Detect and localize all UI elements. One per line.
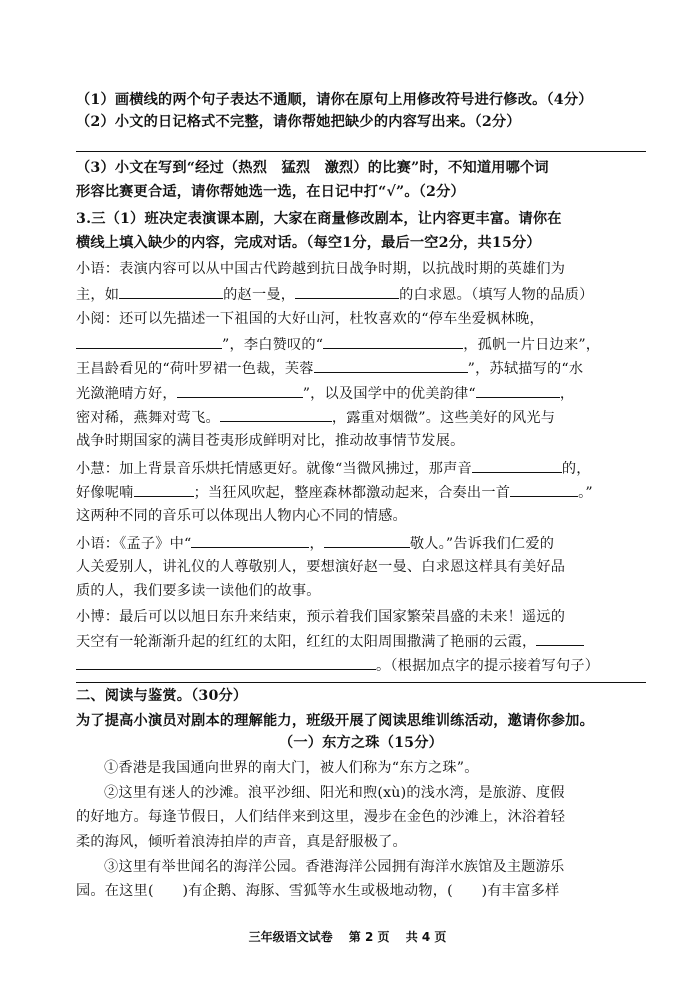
q1-item-2: （2）小文的日记格式不完整，请你帮她把缺少的内容写出来。（2分）: [76, 114, 521, 130]
section-2-heading: 二、阅读与鉴赏。（30分）: [76, 688, 248, 704]
text: 主，如: [76, 287, 120, 303]
passage-para-1: ①香港是我国通向世界的南大门，被人们称为“东方之珠”。: [104, 760, 479, 776]
passage-para-2-line-2: 的好地方。每逢节假日，人们结伴来到这里，漫步在金色的沙滩上，沐浴着轻: [76, 809, 566, 825]
xiaohui-line-2: [76, 482, 646, 503]
blank-sentence-start[interactable]: [536, 631, 584, 646]
text: 光潋滟晴方好，: [76, 386, 177, 402]
xiaoyue-line-2: [76, 334, 646, 355]
text: 的，: [561, 461, 591, 477]
passage-para-3-line-1: ③这里有举世闻名的海洋公园。香港海洋公园拥有海洋水族馆及主题游乐: [104, 859, 565, 875]
xiaoyu2-line-1: [76, 533, 646, 554]
text: 。”: [578, 485, 593, 501]
answer-line: [76, 151, 646, 152]
blank-sound-3[interactable]: [510, 482, 578, 497]
blank-poem-1[interactable]: [76, 334, 222, 349]
xiaoyue-line-6: 战争时期国家的满目苍夷形成鲜明对比，推动故事情节发展。: [76, 433, 465, 449]
blank-sentence-end[interactable]: [76, 655, 376, 670]
xiaoyue-line-4: [76, 383, 646, 404]
blank-sound-2[interactable]: [134, 482, 194, 497]
blank-quality-1[interactable]: [119, 284, 223, 299]
text: 敬人。”告诉我们仁爱的: [409, 536, 555, 552]
text: ，: [559, 386, 575, 402]
footer-page: 第 2 页: [348, 930, 390, 944]
xiaohui-line-3: 这两种不同的音乐可以体现出人物内心不同的情感。: [76, 508, 407, 524]
xiaoyu2-line-3: 质的人，我们要多读一读他们的故事。: [76, 583, 321, 599]
q3-intro-line-1: 3.三（1）班决定表演课本剧，大家在商量修改剧本，让内容更丰富。请你在: [76, 211, 562, 227]
xiaoyue-line-3: [76, 358, 646, 379]
text: 的白求恩。（填写人物的品质）: [399, 287, 594, 303]
text: ”，李白赞叹的“: [222, 337, 324, 353]
q1-item-3-line-2: 形容比赛更合适，请你帮她选一选，在日记中打“√”。（2分）: [76, 184, 465, 200]
blank-rhyme-1[interactable]: [476, 383, 560, 398]
page-footer: [0, 928, 695, 945]
xiaoyue-line-5: [76, 407, 646, 428]
footer-total: 共 4 页: [405, 930, 447, 944]
blank-poem-4[interactable]: [177, 383, 303, 398]
q1-item-1: （1）画横线的两个句子表达不通顺，请你在原句上用修改符号进行修改。（4分）: [76, 92, 593, 108]
passage-para-3-line-2: 园。在这里( )有企鹅、海豚、雪狐等水生或极地动物，( )有丰富多样: [76, 883, 560, 899]
passage-title: （一）东方之珠（15分）: [278, 735, 444, 751]
q3-intro-line-2: 横线上填入缺少的内容，完成对话。（每空1分，最后一空2分，共15分）: [76, 235, 541, 251]
xiaohui-line-1: [76, 458, 646, 479]
text: ”，苏轼描写的“水: [467, 361, 584, 377]
xiaobo-line-2: [76, 631, 646, 652]
blank-quality-2[interactable]: [295, 284, 399, 299]
text: 天空有一轮渐渐升起的红红的太阳，红红的太阳周围撒满了艳丽的云霞，: [76, 634, 537, 650]
section-divider: [76, 682, 646, 683]
xiaoyu-line-1: 小语：表演内容可以从中国古代跨越到抗日战争时期，以抗战时期的英雄们为: [76, 261, 566, 277]
xiaobo-line-3: [76, 655, 646, 676]
xiaobo-line-1: 小博：最后可以以旭日东升来结束，预示着我们国家繁荣昌盛的未来！遥远的: [76, 609, 566, 625]
blank-mencius-1[interactable]: [191, 533, 309, 548]
xiaoyu2-line-2: 人关爱别人，讲礼仪的人尊敬别人，要想演好赵一曼、白求恩这样具有美好品: [76, 559, 566, 575]
blank-mencius-2[interactable]: [324, 533, 410, 548]
footer-subject: 三年级语文试卷: [248, 930, 333, 944]
blank-rhyme-2[interactable]: [220, 407, 332, 422]
text: ，露重对烟微”。这些美好的风光与: [331, 410, 556, 426]
text: 好像呢喃: [76, 485, 134, 501]
passage-para-2-line-3: 柔的海风，倾听着浪涛拍岸的声音，真是舒服极了。: [76, 834, 407, 850]
blank-sound-1[interactable]: [472, 458, 562, 473]
text: ，: [309, 536, 324, 552]
text: 小语：《孟子》中“: [76, 536, 192, 552]
section-2-intro: 为了提高小演员对剧本的理解能力，班级开展了阅读思维训练活动，邀请你参加。: [76, 713, 594, 729]
blank-poem-3[interactable]: [314, 358, 468, 373]
blank-poem-2[interactable]: [323, 334, 463, 349]
passage-para-2-line-1: ②这里有迷人的沙滩。浪平沙细、阳光和煦(xù)的浅水湾，是旅游、度假: [104, 785, 565, 801]
xiaoyue-line-1: 小阅：还可以先描述一下祖国的大好山河，杜牧喜欢的“停车坐爱枫林晚，: [76, 311, 544, 327]
text: 密对稀，燕舞对莺飞。: [76, 410, 220, 426]
xiaoyu-line-2: [76, 284, 646, 305]
text: ，孤帆一片日边来”，: [463, 337, 601, 353]
text: 小慧：加上背景音乐烘托情感更好。就像“当微风拂过，那声音: [76, 461, 472, 477]
text: ”，以及国学中的优美韵律“: [302, 386, 476, 402]
q1-item-3-line-1: （3）小文在写到“经过（热烈 猛烈 激烈）的比赛”时，不知道用哪个词: [76, 160, 549, 176]
text: ；当狂风吹起，整座森林都激动起来，合奏出一首: [193, 485, 511, 501]
text: 。（根据加点字的提示接着写句子）: [376, 658, 600, 674]
text: 的赵一曼，: [223, 287, 296, 303]
text: 王昌龄看见的“荷叶罗裙一色裁，芙蓉: [76, 361, 314, 377]
